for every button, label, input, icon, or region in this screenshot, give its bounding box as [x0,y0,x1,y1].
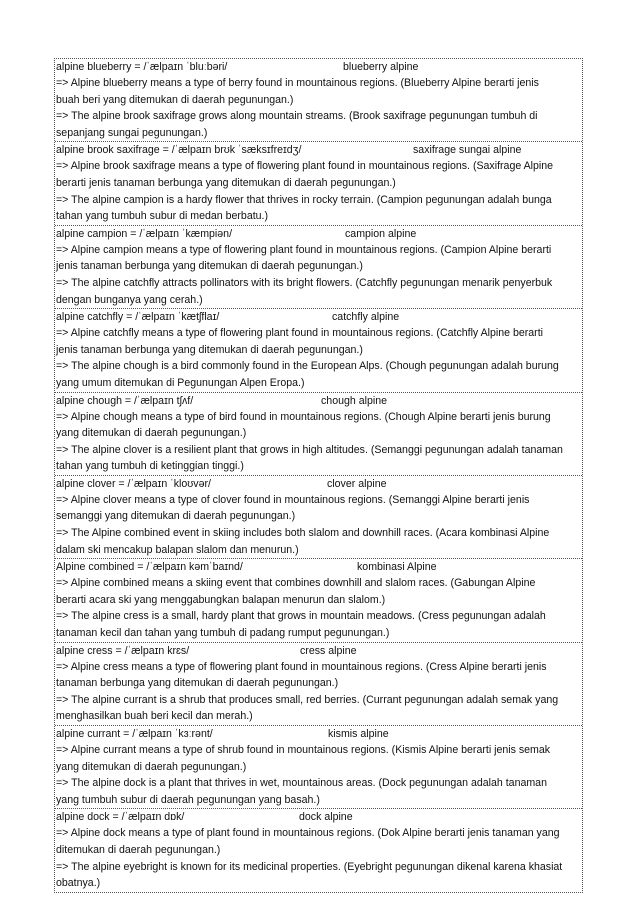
example-line: berarti jenis tanaman berbunga yang ditemukan di daerah pegunungan.) [56,176,396,189]
example-line: => Alpine currant means a type of shrub found in mountainous regions. (Kismis Alpine berarti jenis semak [56,744,551,756]
term-pronunciation: alpine blueberry = /ˈælpaɪn ˈbluːbəri/ [56,61,228,73]
entry-header [56,559,582,575]
vocabulary-list [54,58,583,893]
example-line: tanaman kecil dan tahan yang tumbuh di padang rumput pegunungan.) [56,627,390,640]
vocabulary-entry [55,393,582,476]
term-translation: cress alpine [300,644,357,657]
term-pronunciation: alpine clover = /ˈælpaɪn ˈkloʊvər/ [56,477,211,490]
example-line: buah beri yang ditemukan di daerah pegunungan.) [56,93,294,106]
example-line: tahan yang tumbuh subur di medan berbatu.) [56,210,269,223]
example-line: jenis tanaman berbunga yang ditemukan di daerah pegunungan.) [56,343,363,356]
term-pronunciation: alpine cress = /ˈælpaɪn krɛs/ [56,644,190,657]
example-line: => The alpine clover is a resilient plant that grows in high altitudes. (Semanggi pegunungan adalah tanaman [56,443,563,456]
term-translation: kismis alpine [328,728,389,740]
vocabulary-entry [55,309,582,392]
example-line: => Alpine combined means a skiing event that combines downhill and slalom races. (Gabungan Alpine [56,577,536,590]
entry-header [56,309,582,325]
example-line: => The alpine catchfly attracts pollinators with its bright flowers. (Catchfly pegunungan menarik penyerbuk [56,276,553,289]
example-line: semanggi yang ditemukan di daerah pegunungan.) [56,510,296,523]
term-translation: catchfly alpine [332,311,400,324]
example-line: => Alpine clover means a type of clover found in mountainous regions. (Semanggi Alpine berarti jenis [56,493,530,506]
example-line: => The Alpine combined event in skiing includes both slalom and downhill races. (Acara kombinasi Alpine [56,527,550,540]
example-line: => The alpine campion is a hardy flower that thrives in rocky terrain. (Campion pegunungan adalah bunga [56,193,552,206]
term-pronunciation: Alpine combined = /ˈælpaɪn kəmˈbaɪnd/ [56,561,243,574]
entry-header [56,59,582,75]
example-line: => Alpine dock means a type of plant found in mountainous regions. (Dok Alpine berarti jenis tanaman yang [56,827,560,840]
entry-header [56,476,582,492]
entry-header [56,809,582,825]
vocabulary-entry [55,559,582,642]
entry-header [56,726,582,742]
example-line: ditemukan di daerah pegunungan.) [56,843,221,856]
vocabulary-entry [55,226,582,309]
term-translation: kombinasi Alpine [357,561,437,574]
vocabulary-entry [55,643,582,726]
example-line: => Alpine campion means a type of flowering plant found in mountainous regions. (Campion Alpine berarti [56,243,552,256]
vocabulary-entry [55,476,582,559]
example-line: menghasilkan buah beri kecil dan merah.) [56,710,253,723]
term-translation: campion alpine [345,227,417,240]
term-pronunciation: alpine campion = /ˈælpaɪn ˈkæmpiən/ [56,227,233,240]
example-line: yang ditemukan di daerah pegunungan.) [56,760,247,773]
term-translation: chough alpine [321,394,387,407]
example-line: => Alpine brook saxifrage means a type of flowering plant found in mountainous regions. (Saxifrage Alpine [56,160,554,173]
term-translation: saxifrage sungai alpine [413,144,522,157]
example-line: => The alpine chough is a bird commonly found in the European Alps. (Chough pegunungan adalah burung [56,360,559,373]
vocabulary-entry [55,809,582,891]
example-line: obatnya.) [56,877,101,890]
example-line: => Alpine cress means a type of flowering plant found in mountainous regions. (Cress Alpine berarti jenis [56,660,547,673]
example-line: => The alpine dock is a plant that thrives in wet, mountainous areas. (Dock pegunungan adalah tanaman [56,777,547,790]
term-translation: dock alpine [299,811,353,824]
vocabulary-entry [55,726,582,809]
example-line: => Alpine blueberry means a type of berry found in mountainous regions. (Blueberry Alpine berarti jenis [56,77,539,89]
example-line: jenis tanaman berbunga yang ditemukan di daerah pegunungan.) [56,260,363,273]
vocabulary-entry [55,142,582,225]
term-pronunciation: alpine dock = /ˈælpaɪn dɒk/ [56,811,185,824]
entry-header [56,393,582,409]
example-line: => The alpine brook saxifrage grows along mountain streams. (Brook saxifrage pegunungan tumbuh di [56,110,538,123]
entry-header [56,142,582,158]
example-line: tanaman berbunga yang ditemukan di daerah pegunungan.) [56,677,339,690]
example-line: yang ditemukan di daerah pegunungan.) [56,427,247,440]
example-line: => The alpine eyebright is known for its medicinal properties. (Eyebright pegunungan dikenal karena khasiat [56,860,563,873]
example-line: => Alpine catchfly means a type of flowering plant found in mountainous regions. (Catchfly Alpine berarti [56,327,544,340]
term-translation: blueberry alpine [343,61,419,73]
entry-header [56,643,582,659]
example-line: yang umum ditemukan di Pegunungan Alpen Eropa.) [56,376,305,389]
example-line: sepanjang sungai pegunungan.) [56,126,208,139]
example-line: => The alpine currant is a shrub that produces small, red berries. (Currant pegunungan adalah semak yang [56,693,559,706]
example-line: yang tumbuh subur di daerah pegunungan yang basah.) [56,793,320,806]
entry-header [56,226,582,242]
example-line: => Alpine chough means a type of bird found in mountainous regions. (Chough Alpine berarti jenis burung [56,410,551,423]
term-pronunciation: alpine chough = /ˈælpaɪn tʃʌf/ [56,394,194,407]
term-pronunciation: alpine brook saxifrage = /ˈælpaɪn brʊk ˈsæksɪfreɪdʒ/ [56,144,302,157]
example-line: => The alpine cress is a small, hardy plant that grows in mountain meadows. (Cress pegunungan adalah [56,610,546,623]
example-line: berarti acara ski yang menggabungkan balapan menurun dan slalom.) [56,593,386,606]
term-translation: clover alpine [327,477,387,490]
example-line: dengan bunganya yang cerah.) [56,293,203,306]
vocabulary-entry [55,59,582,142]
example-line: dalam ski mencakup balapan slalom dan menurun.) [56,543,299,556]
example-line: tahan yang tumbuh di ketinggian tinggi.) [56,460,244,473]
term-pronunciation: alpine currant = /ˈælpaɪn ˈkɜːrənt/ [56,728,213,740]
term-pronunciation: alpine catchfly = /ˈælpaɪn ˈkætʃflaɪ/ [56,311,220,324]
